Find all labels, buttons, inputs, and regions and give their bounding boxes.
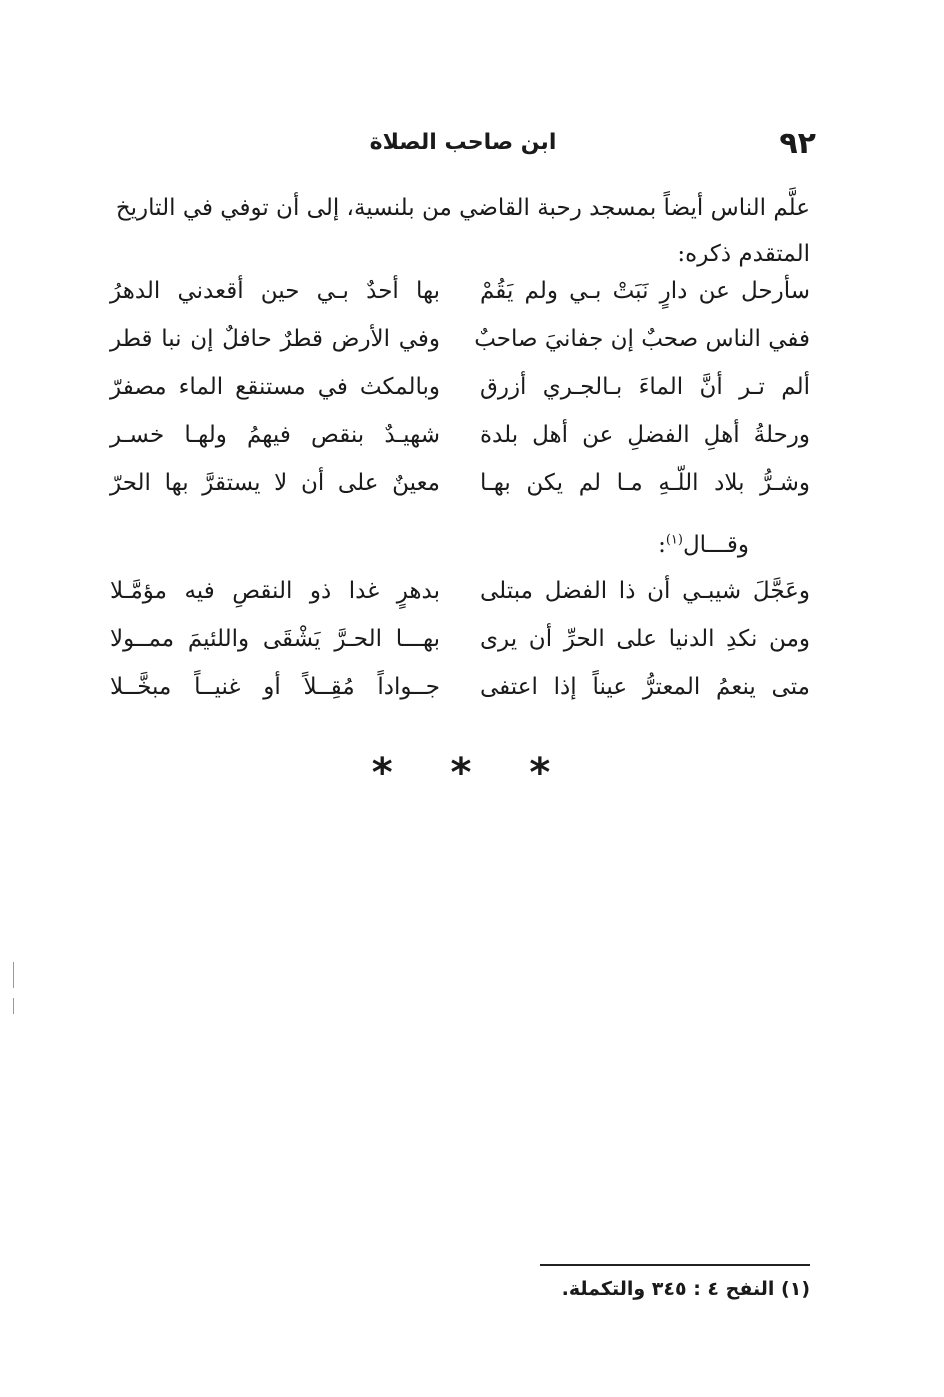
footnote: (١) النفح ٤ : ٣٤٥ والتكملة. [561,1278,810,1300]
footnote-reference[interactable]: (١) [665,532,683,548]
verse-first-hemistich: ألم تـر أنَّ الماءَ بـالجـري أزرق [480,374,810,400]
verse-second-hemistich: بها أحدٌ بـي حين أقعدني الدهرُ [110,278,440,304]
scan-margin-mark [13,998,14,1014]
verse-first-hemistich: ففي الناس صحبٌ إن جفانيَ صاحبٌ [474,326,810,352]
verse [110,470,810,518]
verse-first-hemistich: ومن نكدِ الدنيا على الحرِّ أن يرى [480,626,810,652]
poem-second [110,578,810,722]
verse-first-hemistich: وعَجَّلَ شيبـي أن ذا الفضل مبتلى [480,578,810,604]
intro-line: علَّم الناس أيضاً بمسجد رحبة القاضي من بلنسية، إلى أن توفي في التاريخ [115,195,810,221]
poem-first [110,278,810,518]
verse-first-hemistich: ورحلةُ أهلِ الفضلِ عن أهل بلدة [480,422,810,448]
said-colon: : [658,532,666,558]
running-title: ابن صاحب الصلاة [369,130,557,155]
verse [110,326,810,374]
verse [110,422,810,470]
page-number: ٩٢ [779,126,816,161]
verse [110,626,810,674]
verse-second-hemistich: معينٌ على أن لا يستقرَّ بها الحرّ [110,470,440,496]
footnote-divider [540,1264,810,1266]
verse-first-hemistich: متى ينعمُ المعترُّ عيناً إذا اعتفى [480,674,810,700]
verse [110,278,810,326]
verse-second-hemistich: بهـــا الحـرَّ يَشْقَى واللئيمَ ممــولا [110,626,440,652]
scan-margin-mark [13,962,14,988]
verse-first-hemistich: وشـرُّ بلاد اللّـهِ مـا لم يكن بهـا [480,470,810,496]
said-heading [658,532,749,558]
verse-second-hemistich: بدهرٍ غدا ذو النقصِ فيه مؤمَّـلا [110,578,440,604]
page-header [110,118,816,168]
intro-line: المتقدم ذكره: [677,241,810,267]
verse-first-hemistich: سأرحل عن دارٍ نَبَتْ بـي ولم يَقُمْ [480,278,810,304]
intro-paragraph [110,185,810,277]
verse-second-hemistich: جــواداً مُقِــلاً أو غنيــاً مبخَّــلا [110,674,440,700]
verse [110,374,810,422]
verse-second-hemistich: شهيـدٌ بنقص فيهمُ ولهـا خسـر [110,422,440,448]
verse [110,674,810,722]
section-separator: * * * [371,750,573,796]
verse [110,578,810,626]
verse-second-hemistich: وفي الأرض قطرٌ حافلٌ إن نبا قطر [110,326,440,352]
verse-second-hemistich: وبالمكث في مستنقع الماء مصفرّ [110,374,440,400]
said-text: وقـــال [682,532,749,558]
